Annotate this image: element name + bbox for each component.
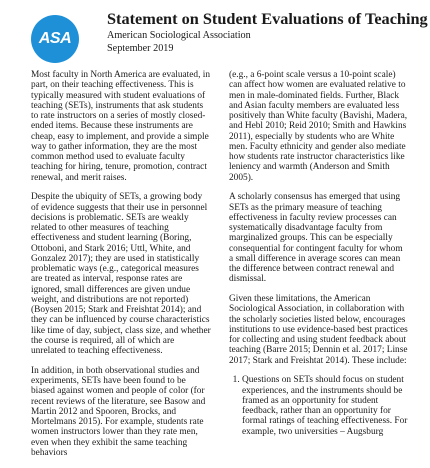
paragraph: Given these limitations, the American Sociological Association, in collaboration with the scholarly societies listed below, encourages institutions to use evidence-based best practices for collecting and using student feedback about teaching (Barre 2015; Dennin et al. 2017; Linse 2017; Stark and Freishtat 2014). These include: xyxy=(229,294,408,366)
left-column xyxy=(31,70,211,468)
asa-logo-text: ASA xyxy=(38,30,72,47)
organization-name: American Sociological Association xyxy=(107,30,251,41)
paragraph: In addition, in both observational studies and experiments, SETs have been found to be biased against women and people of color (for recent reviews of the literature, see Basow and Martin 2012 and Spooren, Brocks, and Mortelmans 2015). For example, students rate women instructors lower than they rate men, even when they exhibit the same teaching behaviors xyxy=(31,365,206,458)
paragraph: Despite the ubiquity of SETs, a growing body of evidence suggests that their use in personnel decisions is problematic. SETs are weakly related to other measures of teaching effectiveness and student learning (Boring, Ottoboni, and Stark 2016; Uttl, White, and Gonzalez 2017); they are used in statistically problematic ways (e.g., categorical measures are treated as interval, response rates are ignored, small differences are given undue weight, and distributions are not reported) (Boysen 2015; Stark and Freishtat 2014); and they can be influenced by course characteristics like time of day, subject, class size, and whether the course is required, all of which are unrelated to teaching effectiveness. xyxy=(31,192,211,356)
statement-date: September 2019 xyxy=(107,43,174,54)
list-item: 1. Questions on SETs should focus on student experiences, and the instruments should be framed as an opportunity for student feedback, rather than an opportunity for formal ratings of teaching effectiveness. For example, two universities – Augsburg xyxy=(242,375,409,437)
right-column xyxy=(229,70,409,437)
recommendation-list xyxy=(229,375,409,437)
paragraph: (e.g., a 6-point scale versus a 10-point scale) can affect how women are evaluated relative to men in male-dominated fields. Further, Black and Asian faculty members are evaluated less positively than White faculty (Bavishi, Madera, and Hebl 2010; Reid 2010; Smith and Hawkins 2011), especially by students who are White men. Faculty ethnicity and gender also mediate how students rate instructor characteristics like leniency and warmth (Anderson and Smith 2005). xyxy=(229,70,408,183)
paragraph: Most faculty in North America are evaluated, in part, on their teaching effectiveness. This is typically measured with student evaluations of teaching (SETs), instruments that ask students to rate instructors on a series of mostly closed-ended items. Because these instruments are cheap, easy to implement, and provide a simple way to gather information, they are the most common method used to evaluate faculty teaching for hiring, tenure, promotion, contract renewal, and merit raises. xyxy=(31,70,211,183)
asa-logo xyxy=(31,15,79,63)
paragraph: A scholarly consensus has emerged that using SETs as the primary measure of teaching effectiveness in faculty review processes can systematically disadvantage faculty from marginalized groups. This can be especially consequential for contingent faculty for whom a small difference in average scores can mean the difference between contract renewal and dismissal. xyxy=(229,192,403,285)
page-title: Statement on Student Evaluations of Teaching xyxy=(107,9,428,28)
